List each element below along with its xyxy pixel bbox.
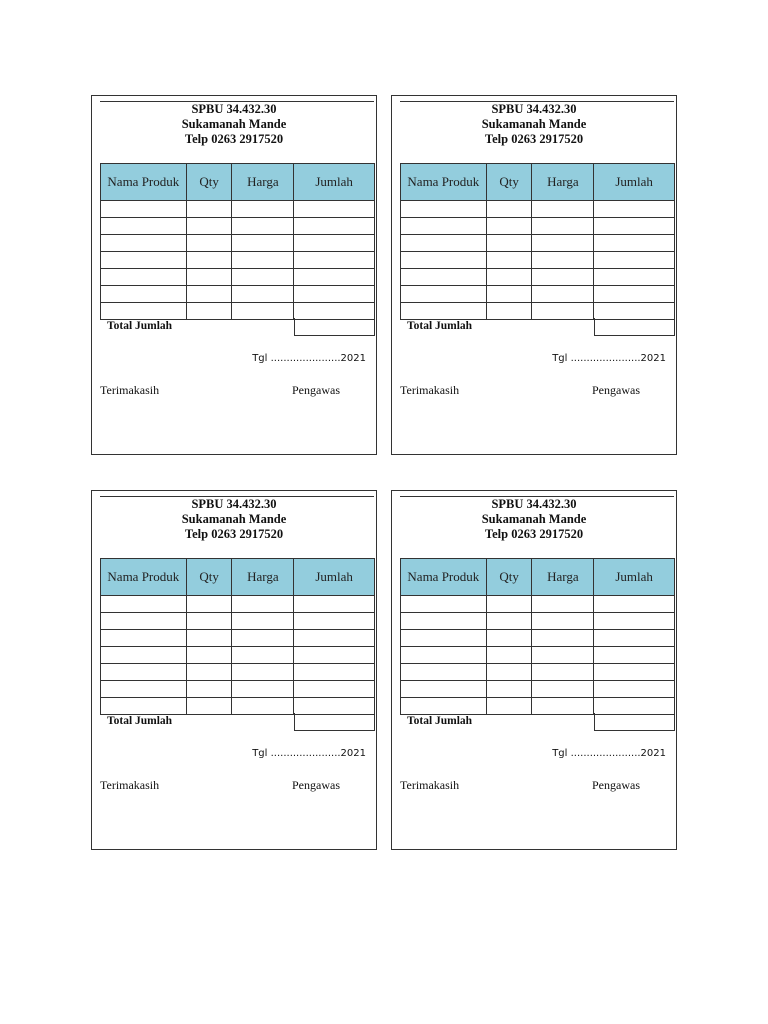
qty-cell[interactable]	[186, 286, 232, 303]
date-line: Tgl ......................2021	[552, 353, 666, 364]
table-row	[401, 201, 675, 218]
table-row	[401, 613, 675, 630]
amount-cell[interactable]	[294, 286, 375, 303]
table-row	[101, 218, 375, 235]
product-cell[interactable]	[101, 664, 187, 681]
table-row	[401, 647, 675, 664]
product-cell[interactable]	[101, 252, 187, 269]
price-cell[interactable]	[232, 286, 294, 303]
table-row	[101, 647, 375, 664]
amount-cell[interactable]	[594, 681, 675, 698]
product-cell[interactable]	[101, 630, 187, 647]
qty-cell[interactable]	[186, 235, 232, 252]
qty-cell[interactable]	[486, 303, 532, 320]
total-label: Total Jumlah	[407, 715, 473, 727]
supervisor-label: Pengawas	[592, 383, 640, 397]
receipt-card-top-right	[391, 95, 677, 455]
price-cell[interactable]	[532, 613, 594, 630]
price-cell[interactable]	[232, 613, 294, 630]
col-qty-header: Qty	[186, 559, 232, 596]
price-cell[interactable]	[532, 201, 594, 218]
table-row	[101, 664, 375, 681]
price-cell[interactable]	[232, 647, 294, 664]
amount-cell[interactable]	[594, 698, 675, 715]
table-row	[101, 681, 375, 698]
qty-cell[interactable]	[486, 647, 532, 664]
amount-cell[interactable]	[594, 218, 675, 235]
amount-cell[interactable]	[594, 201, 675, 218]
station-phone: Telp 0263 2917520	[184, 527, 284, 541]
thanks-text: Terimakasih	[100, 778, 160, 792]
qty-cell[interactable]	[486, 596, 532, 613]
price-cell[interactable]	[532, 218, 594, 235]
table-row	[401, 630, 675, 647]
items-body	[401, 596, 675, 715]
qty-cell[interactable]	[186, 218, 232, 235]
table-row	[401, 303, 675, 320]
amount-cell[interactable]	[594, 664, 675, 681]
product-cell[interactable]	[101, 613, 187, 630]
product-cell[interactable]	[401, 303, 487, 320]
product-cell[interactable]	[401, 218, 487, 235]
qty-cell[interactable]	[486, 235, 532, 252]
product-cell[interactable]	[401, 596, 487, 613]
col-price-header: Harga	[532, 559, 594, 596]
product-cell[interactable]	[401, 647, 487, 664]
col-product-header: Nama Produk	[401, 164, 487, 201]
amount-cell[interactable]	[294, 647, 375, 664]
price-cell[interactable]	[232, 630, 294, 647]
product-cell[interactable]	[101, 235, 187, 252]
table-row	[101, 596, 375, 613]
product-cell[interactable]	[401, 235, 487, 252]
qty-cell[interactable]	[186, 681, 232, 698]
col-qty-header: Qty	[486, 164, 532, 201]
product-cell[interactable]	[101, 303, 187, 320]
price-cell[interactable]	[232, 235, 294, 252]
col-product-header: Nama Produk	[101, 164, 187, 201]
qty-cell[interactable]	[186, 303, 232, 320]
station-location: Sukamanah Mande	[181, 512, 287, 526]
supervisor-label: Pengawas	[292, 778, 340, 792]
price-cell[interactable]	[232, 698, 294, 715]
date-line: Tgl ......................2021	[252, 353, 366, 364]
qty-cell[interactable]	[486, 218, 532, 235]
items-table	[400, 163, 675, 320]
table-row	[401, 681, 675, 698]
amount-cell[interactable]	[294, 235, 375, 252]
table-row	[101, 269, 375, 286]
amount-cell[interactable]	[294, 201, 375, 218]
product-cell[interactable]	[401, 630, 487, 647]
qty-cell[interactable]	[486, 286, 532, 303]
qty-cell[interactable]	[486, 630, 532, 647]
station-name: SPBU 34.432.30	[491, 497, 577, 511]
station-location: Sukamanah Mande	[181, 117, 287, 131]
price-cell[interactable]	[232, 303, 294, 320]
product-cell[interactable]	[101, 269, 187, 286]
price-cell[interactable]	[232, 664, 294, 681]
station-phone: Telp 0263 2917520	[484, 132, 584, 146]
table-row	[101, 630, 375, 647]
table-row	[101, 303, 375, 320]
product-cell[interactable]	[101, 286, 187, 303]
thanks-text: Terimakasih	[100, 383, 160, 397]
amount-cell[interactable]	[294, 252, 375, 269]
station-name: SPBU 34.432.30	[191, 497, 277, 511]
amount-cell[interactable]	[294, 218, 375, 235]
amount-cell[interactable]	[294, 613, 375, 630]
price-cell[interactable]	[532, 681, 594, 698]
supervisor-label: Pengawas	[292, 383, 340, 397]
total-label: Total Jumlah	[407, 320, 473, 332]
qty-cell[interactable]	[186, 647, 232, 664]
product-cell[interactable]	[101, 647, 187, 664]
qty-cell[interactable]	[186, 269, 232, 286]
station-phone: Telp 0263 2917520	[184, 132, 284, 146]
amount-cell[interactable]	[294, 681, 375, 698]
col-qty-header: Qty	[186, 164, 232, 201]
amount-cell[interactable]	[594, 647, 675, 664]
table-row	[401, 252, 675, 269]
qty-cell[interactable]	[186, 698, 232, 715]
qty-cell[interactable]	[486, 698, 532, 715]
col-amount-header: Jumlah	[594, 164, 675, 201]
receipt-card-bottom-left	[91, 490, 377, 850]
product-cell[interactable]	[401, 664, 487, 681]
amount-cell[interactable]	[294, 698, 375, 715]
items-body	[101, 596, 375, 715]
amount-cell[interactable]	[294, 269, 375, 286]
price-cell[interactable]	[232, 201, 294, 218]
qty-cell[interactable]	[186, 630, 232, 647]
price-cell[interactable]	[232, 269, 294, 286]
qty-cell[interactable]	[486, 681, 532, 698]
receipt-card-top-left	[91, 95, 377, 455]
amount-cell[interactable]	[594, 596, 675, 613]
amount-cell[interactable]	[594, 630, 675, 647]
price-cell[interactable]	[532, 286, 594, 303]
qty-cell[interactable]	[486, 269, 532, 286]
col-price-header: Harga	[532, 164, 594, 201]
price-cell[interactable]	[532, 235, 594, 252]
items-body	[101, 201, 375, 320]
col-product-header: Nama Produk	[401, 559, 487, 596]
amount-cell[interactable]	[294, 664, 375, 681]
table-row	[101, 201, 375, 218]
total-label: Total Jumlah	[107, 715, 173, 727]
table-row	[401, 269, 675, 286]
col-price-header: Harga	[232, 559, 294, 596]
station-phone: Telp 0263 2917520	[484, 527, 584, 541]
product-cell[interactable]	[401, 286, 487, 303]
col-amount-header: Jumlah	[594, 559, 675, 596]
table-row	[101, 613, 375, 630]
qty-cell[interactable]	[486, 201, 532, 218]
amount-cell[interactable]	[594, 269, 675, 286]
station-location: Sukamanah Mande	[481, 117, 587, 131]
total-amount-cell[interactable]	[294, 713, 375, 731]
price-cell[interactable]	[232, 681, 294, 698]
station-name: SPBU 34.432.30	[491, 102, 577, 116]
qty-cell[interactable]	[186, 252, 232, 269]
qty-cell[interactable]	[486, 664, 532, 681]
price-cell[interactable]	[532, 252, 594, 269]
qty-cell[interactable]	[186, 613, 232, 630]
amount-cell[interactable]	[594, 303, 675, 320]
items-table	[100, 558, 375, 715]
items-body	[401, 201, 675, 320]
thanks-text: Terimakasih	[400, 778, 460, 792]
qty-cell[interactable]	[186, 664, 232, 681]
product-cell[interactable]	[401, 269, 487, 286]
amount-cell[interactable]	[294, 303, 375, 320]
table-row	[101, 235, 375, 252]
amount-cell[interactable]	[594, 235, 675, 252]
col-amount-header: Jumlah	[294, 559, 375, 596]
product-cell[interactable]	[401, 681, 487, 698]
product-cell[interactable]	[401, 252, 487, 269]
qty-cell[interactable]	[486, 252, 532, 269]
total-amount-cell[interactable]	[294, 318, 375, 336]
col-qty-header: Qty	[486, 559, 532, 596]
amount-cell[interactable]	[294, 630, 375, 647]
price-cell[interactable]	[232, 596, 294, 613]
amount-cell[interactable]	[294, 596, 375, 613]
amount-cell[interactable]	[594, 252, 675, 269]
table-row	[401, 698, 675, 715]
items-table	[400, 558, 675, 715]
table-row	[401, 218, 675, 235]
items-table	[100, 163, 375, 320]
product-cell[interactable]	[101, 698, 187, 715]
total-amount-cell[interactable]	[594, 318, 675, 336]
price-cell[interactable]	[232, 252, 294, 269]
station-location: Sukamanah Mande	[481, 512, 587, 526]
product-cell[interactable]	[401, 201, 487, 218]
col-amount-header: Jumlah	[294, 164, 375, 201]
price-cell[interactable]	[532, 647, 594, 664]
price-cell[interactable]	[532, 269, 594, 286]
product-cell[interactable]	[401, 613, 487, 630]
price-cell[interactable]	[232, 218, 294, 235]
table-row	[401, 596, 675, 613]
table-row	[401, 664, 675, 681]
table-row	[101, 698, 375, 715]
thanks-text: Terimakasih	[400, 383, 460, 397]
product-cell[interactable]	[101, 681, 187, 698]
total-label: Total Jumlah	[107, 320, 173, 332]
qty-cell[interactable]	[186, 596, 232, 613]
price-cell[interactable]	[532, 596, 594, 613]
table-row	[101, 252, 375, 269]
receipt-card-bottom-right	[391, 490, 677, 850]
supervisor-label: Pengawas	[592, 778, 640, 792]
date-line: Tgl ......................2021	[252, 748, 366, 759]
price-cell[interactable]	[532, 698, 594, 715]
table-row	[101, 286, 375, 303]
amount-cell[interactable]	[594, 613, 675, 630]
station-name: SPBU 34.432.30	[191, 102, 277, 116]
price-cell[interactable]	[532, 630, 594, 647]
product-cell[interactable]	[101, 218, 187, 235]
price-cell[interactable]	[532, 664, 594, 681]
product-cell[interactable]	[101, 201, 187, 218]
qty-cell[interactable]	[486, 613, 532, 630]
table-row	[401, 235, 675, 252]
qty-cell[interactable]	[186, 201, 232, 218]
product-cell[interactable]	[101, 596, 187, 613]
table-row	[401, 286, 675, 303]
price-cell[interactable]	[532, 303, 594, 320]
total-amount-cell[interactable]	[594, 713, 675, 731]
amount-cell[interactable]	[594, 286, 675, 303]
date-line: Tgl ......................2021	[552, 748, 666, 759]
col-price-header: Harga	[232, 164, 294, 201]
col-product-header: Nama Produk	[101, 559, 187, 596]
product-cell[interactable]	[401, 698, 487, 715]
